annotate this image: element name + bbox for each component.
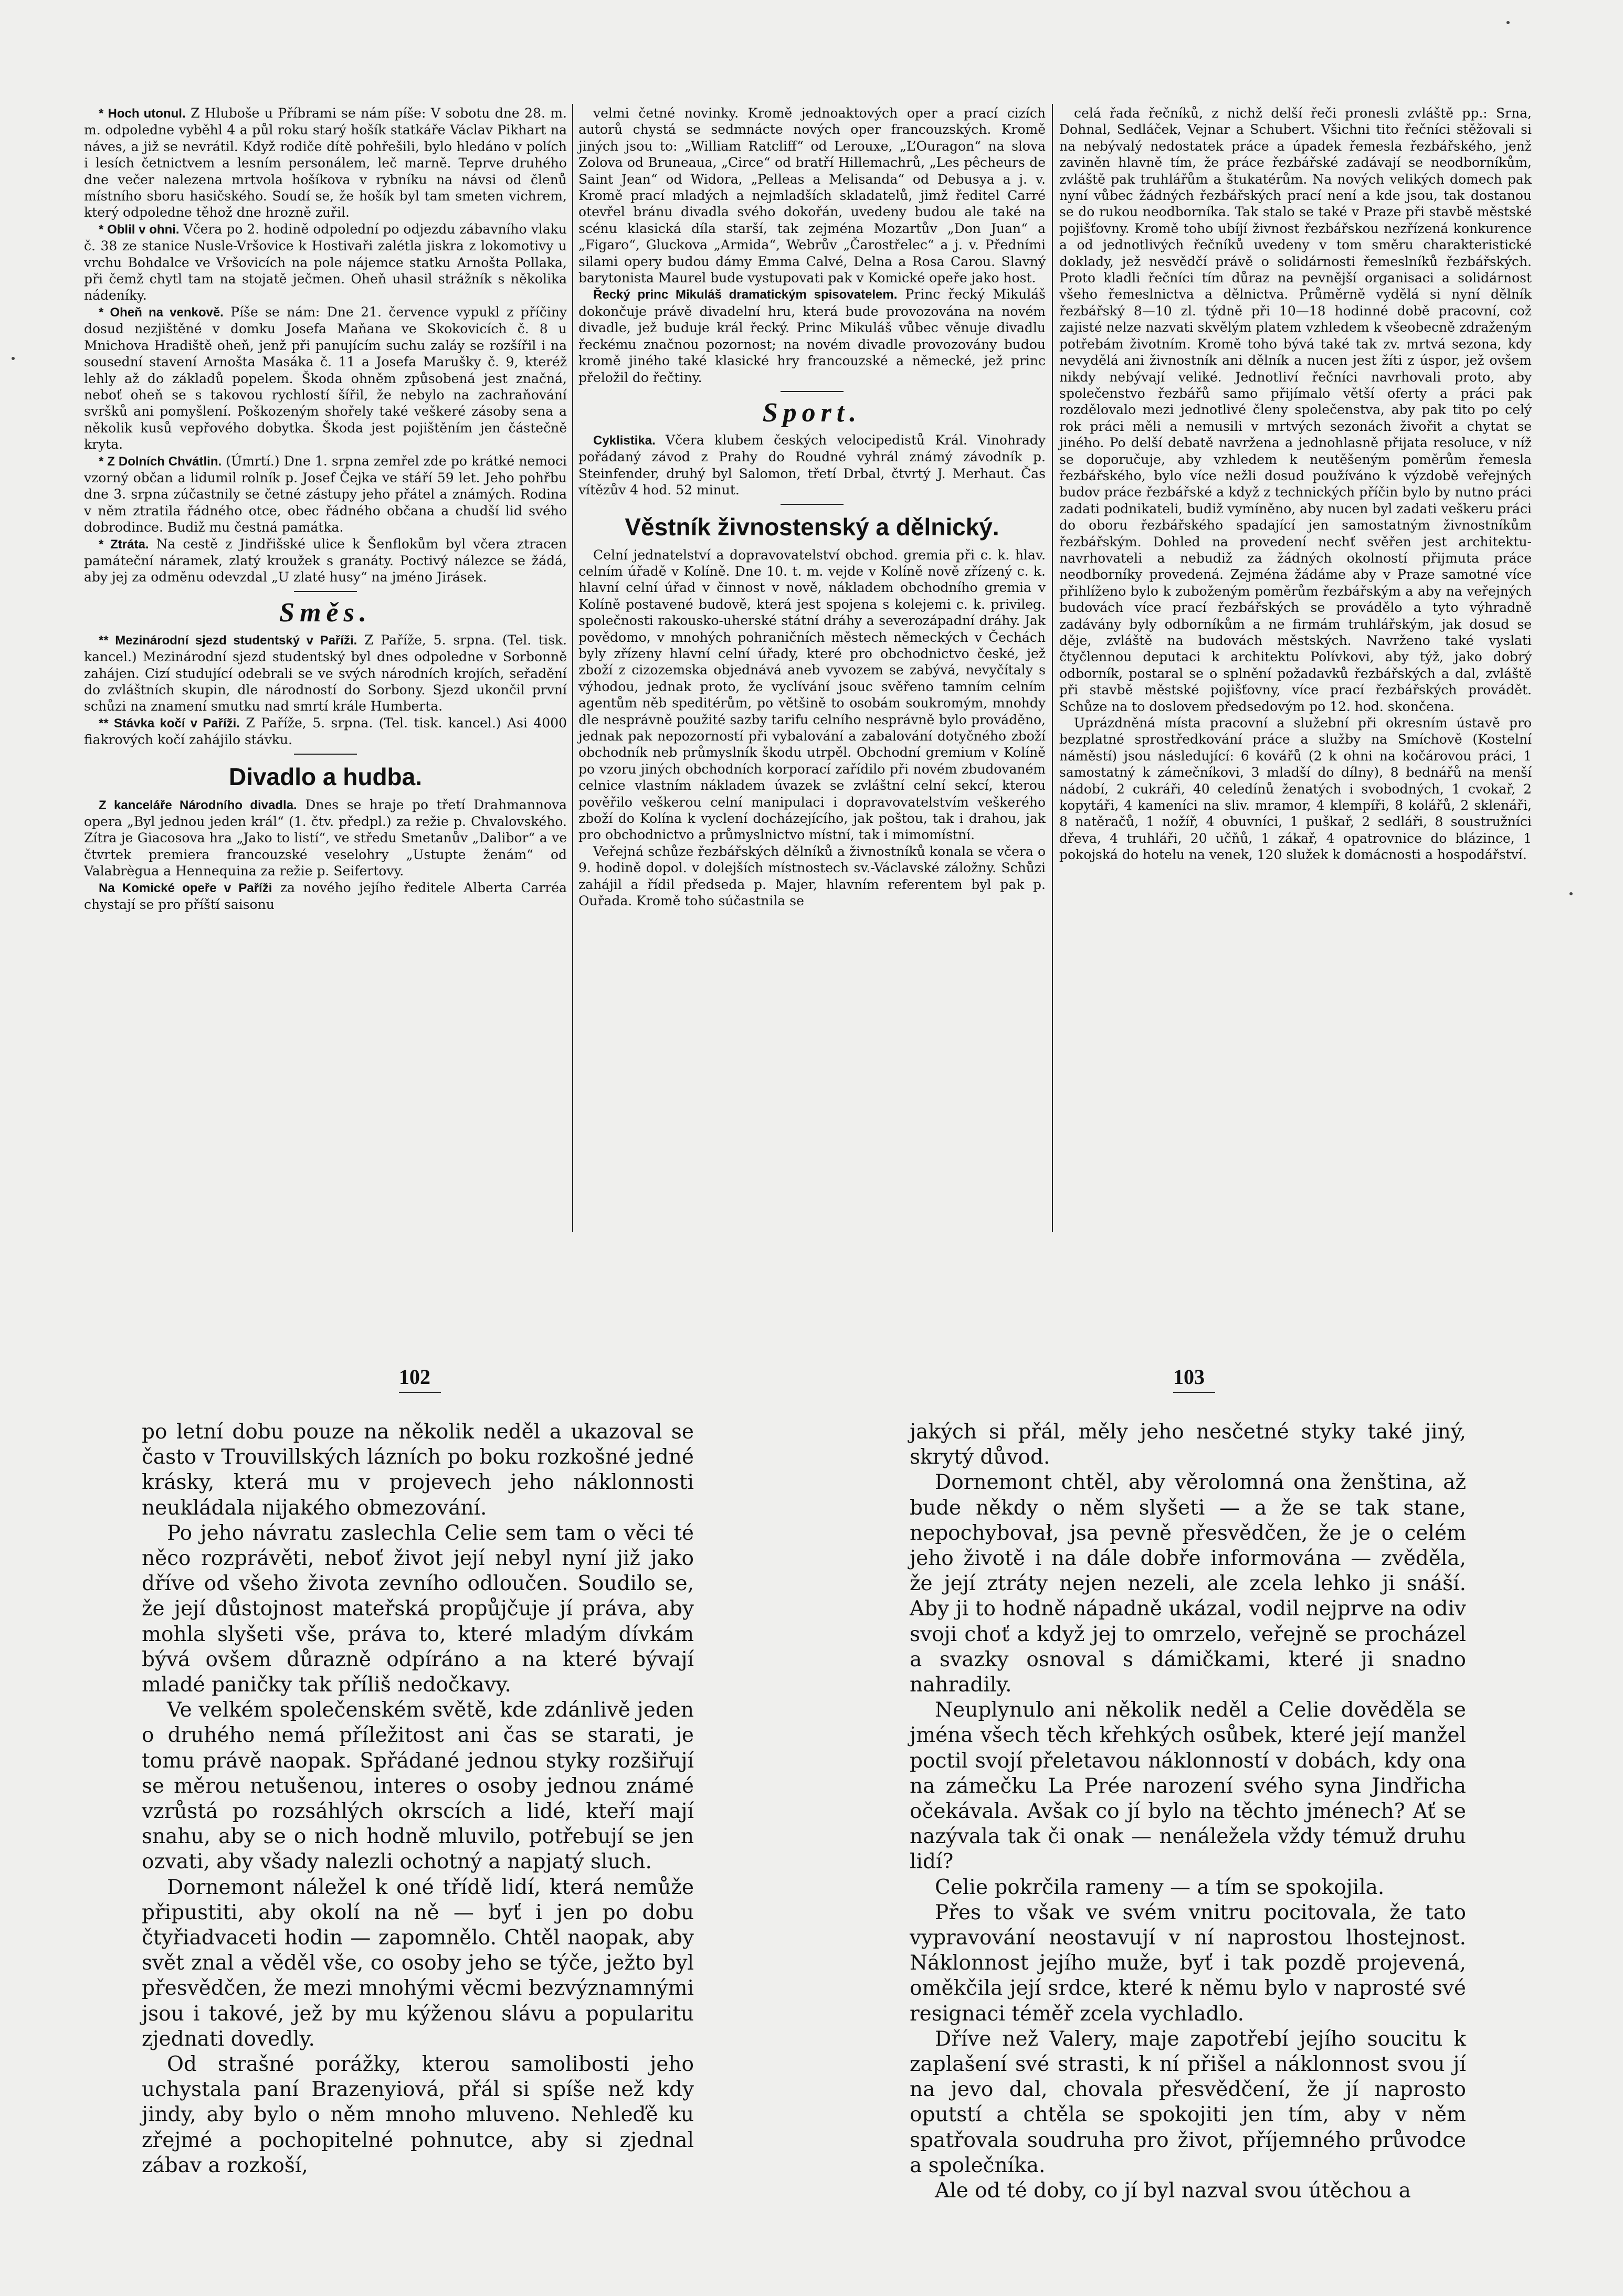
- article-paragraph: [1059, 105, 1532, 715]
- print-speck: [12, 357, 15, 360]
- article-heading: * Oblil v ohni.: [99, 222, 180, 237]
- article-text: (Úmrtí.) Dne 1. srpna zemřel zde po krátké nemoci vzorný občan a lidumil rolník p. Josef Čejka ve stáří 59 let. Jeho pohřbu dne 3. srpna zúčastnily se četné zástupy jeho přátel a známých. Rodina v něm ztratila řádného otce, obec řádného občana a chudší lid svého dobrodince. Budiž mu čestná památka.: [84, 453, 567, 535]
- novel-paragraph: Po jeho návratu zaslechla Celie sem tam o věci té něco rozprávěti, neboť život její nebyl nyní již jako dříve od všeho života zevního odloučen. Soudilo se, že její důstojnost mateřská propůjčuje jí práva, aby mohla slyšeti vše, práva to, které mladým dívkám bývá ovšem důrazně odpíráno a na které bývají mladé paničky tak příliš nedočkavy.: [142, 1521, 694, 1697]
- novel-paragraph: Přes to však ve svém vnitru pocitovala, že tato vypravování neostavují v ní naprostou lhostejnost. Náklonnost jejího muže, byť i tak pozdě projevená, oměkčila její srdce, které k němu bylo v naprosté své resignaci téměř zcela vychladlo.: [910, 1900, 1466, 2026]
- page-number-rule: [1173, 1392, 1215, 1393]
- novel-paragraph: Ale od té doby, co jí byl nazval svou útěchou a: [935, 2179, 1411, 2203]
- article-paragraph: [84, 632, 567, 715]
- article-text: velmi četné novinky. Kromě jednoaktových oper a prací cizích autorů chystá se sedmnácte nových oper francouzských. Kromě jiných jsou to: „William Ratcliff“ od Lerouxe, „L’Ouragon“ na slova Zolova od Bruneaua, „Circe“ od bratří Hillemachrů, „Les pêcheurs de Saint Jean“ od Widora, „Pelleas a Melisanda“ od Debusya a j. v. Kromě prací mladých a nejmladších skladatelů, jimž ředitel Carré otevřel bránu divadla svého dokořán, uvedeny budou ale také na scénu klasická díla starší, tak zejména Mozartův „Don Juan“ a „Figaro“, Gluckova „Armida“, Webrův „Čarostřelec“ a j. v. Předními silami opery budou dámy Emma Calvé, Delna a Rosa Carou. Slavný barytonista Maurel bude vystupovati pak v Komické opeře jako host.: [578, 105, 1046, 286]
- section-rule: [781, 391, 844, 392]
- article-text: Včera po 2. hodině odpolední po odjezdu zábavního vlaku č. 38 ze stanice Nusle-Vršovice k Hostivaři zalétla jiskra z lokomotivy u vrchu Bohdalce ve Vršovicích na pole nájemce statku Arnošta Pollaka, při čemž chytl tam na stojatě ječmen. Oheň uhasil strážník s několika nádeníky.: [84, 221, 567, 303]
- article-text: celá řada řečníků, z nichž delší řeči pronesli zvláště pp.: Srna, Dohnal, Sedláček, Vejnar a Schubert. Všichni tito řečníci stěžovali si na nebývalý nedostatek práce a úpadek řemesla řezbářského, jenž zaviněn hlavně tím, že práce řezbářské zadávají se neodborníkům, zvláště pak truhlářům a štukatérům. Na nových velikých domech pak nyní vůbec žádných řezbářských prací není a kde jsou, tak dostanou se do rukou neodborníka. Tak stalo se také v Praze při stavbě městské pojišťovny. Kromě toho ubíjí živnost řezbářskou nezřízená konkurence a od jednotlivých řečníků uvedeny v tom směru charakteristické doklady, jež nesvědčí právě o solidárnosti řemeslníků řezbářských. Proto kladli řečníci tím důraz na pevnější organisaci a solidárnost všeho řemeslnictva a dělnictva. Průměrně vydělá si nyní dělník řezbářský 8—10 zl. týdně při 10—18 hodinné době pracovní, což zajisté nelze nazvati skvělým platem vzhledem k všeobecně zdraženým potřebám životním. Kromě toho bývá také tak zv. mrtvá sezona, kdy nevydělá ani živnostník ani dělník a nucen jest žíti z úspor, jež ovšem nikdy nebývají veliké. Jednotliví řečníci navrhovali proto, aby společenstvo řezbářů samo přijímalo větší oferty a práci pak rozdělovalo mezi jednotlivé členy společenstva, aby pak tito po celý rok práci měli a nemusili v mrtvých sezonách živořit a chytat se jiného. Po delší debatě navržena a jednohlasně přijata resoluce, v níž se doporučuje, aby vzhledem k neutěšeným poměrům řemesla řezbářského, bylo více nežli dosud používáno k výzdobě veřejných budov práce řezbářské a když z technických příčin bylo by nutno práci zadati podnikateli, budiž vymíněno, aby nucen byl zadati veškeru práci do oboru řezbářského spadající jen samostatným živnostníkům řezbářským. Dohled na provedení nechť svěřen jest architektu-navrhovateli a nebudiž za žádných okolností přijmuta práce neodborníky provedená. Zejména žádáme aby v Praze samotné více přihlíženo bylo k zuboženým poměrům řezbářským a aby na veřejných budovách více prací řezbářských se provádělo a tyto výhradně zadávány byly odborníkům a ne firmám truhlářským, jak dosud se děje, zvláště na budovách městských. Navrženo také vyslati čtyčlennou deputaci k architektu Polívkovi, aby týž, jako dobrý odborník, postaral se o splnění požadavků řezbářských a dal, zvláště při stavbě městské pojišťovny, více prací řezbářských provádět. Schůze na to doslovem předsedovým po 12. hod. skončena.: [1059, 105, 1532, 714]
- article-paragraph: [84, 304, 567, 453]
- article-heading: ** Stávka kočí v Paříži.: [99, 716, 240, 731]
- article-text: Uprázdněná místa pracovní a služební při okresním ústavě pro bezplatné sprostředkování práce a služby na Smíchově (Kostelní náměstí) jsou následující: 6 kovářů (2 k ohni na kočárovou práci, 1 samostatný k zámečníkovi, 3 mladší do dílny), 8 bednářů na menší nádobí, 2 cukráři, 40 celedínů ženatých i svobodných, 1 cvokař, 2 kopytáři, 4 kameníci na sliv. mramor, 4 klempíři, 8 kolářů, 2 sklenáři, 8 natěračů, 1 nožíř, 4 obuvníci, 1 puškař, 2 sedláři, 8 soustružníci dřeva, 4 truhláři, 20 učňů, 1 zákař, 4 opatrovnice do blázince, 1 pokojská do hotelu na venek, 120 služek k domácnosti a hospodářství.: [1059, 715, 1532, 863]
- section-rule: [781, 504, 844, 505]
- print-speck: [1506, 21, 1510, 24]
- section-heading-smes: Směs.: [279, 597, 372, 628]
- novel-paragraph: Celie pokrčila rameny — a tím se spokojila.: [935, 1875, 1385, 1899]
- article-paragraph: [578, 432, 1046, 499]
- article-text: Celní jednatelství a dopravovatelství obchod. gremia při c. k. hlav. celním úřadě v Kolíně. Dne 10. t. m. vejde v Kolíně nově zřízený c. k. hlavní celní úřad v činnost v nově, nákladem obchodního gremia v Kolíně postavené budově, která jest spojena s kolejemi c. k. privileg. společnosti rakousko-uherské státní dráhy a severozápadní dráhy. Jak povědomo, v mnohých pohraničních městech německých v Čechách byly zřízeny hlavní celní úřady, které pro obchodnictvo české, jež zboží z cizozemska objednává aneb vyvozem se zabývá, nevyčítaly s výhodou, jednak proto, že vyclívání jsouc svěřeno tamním celním agentům něb speditérům, po většině to osobám soukromým, mnohdy dle nesprávně použité sazby tarifu celního nesprávně bylo prováděno, jednak pak nepozorností při vybalování a zabalování dotyčného zboží obchodník neb průmyslník škodu utrpěl. Obchodní gremium v Kolíně po vzoru jiných obchodních korporací zařídilo při novém zbudovaném celnice vlastním nákladem úvazek se zvláštní celní sekcí, kterou pověřilo veškerou celní manipulaci i dopravovatelstvím veškerého zboží do Kolína k vyclení docházejícího, jak poštou, tak i drahou, jak pro obchodnictvo a průmyslnictvo místní, tak i mimomístní.: [578, 547, 1046, 843]
- novel-paragraph: Ve velkém společenském světě, kde zdánlivě jeden o druhého nemá příležitost ani čas se starati, je tomu právě naopak. Spřádané jednou styky rozšiřují se měrou netušenou, interes o osoby jednou známé vzrůstá po rozsáhlých okrscích a lidé, kteří mají snahu, aby se o nich hodně mluvilo, potřebují se jen ozvati, aby všady nalezli ochotný a napjatý sluch.: [142, 1698, 694, 1874]
- article-heading: Řecký princ Mikuláš dramatickým spisovatelem.: [593, 288, 898, 302]
- article-text: Z Paříže, 5. srpna. (Tel. tisk. kancel.) Asi 4000 fiakrových kočí zahájilo stávku.: [84, 715, 567, 748]
- article-paragraph: [84, 797, 567, 880]
- article-paragraph: [84, 453, 567, 536]
- article-text: Dnes se hraje po třetí Drahmannova opera „Byl jednou jeden král“ (1. čtv. předpl.) za režie p. Chvalovského. Zítra je Giacosova hra „Jako to listí“, ve středu Smetanův „Dalibor“ a ve čtvrtek premiera francouzské veselohry „Ustupte ženám“ od Valabrègua a Hennequina za režie p. Seifertovy.: [84, 797, 567, 879]
- article-paragraph: [578, 843, 1046, 909]
- section-rule: [294, 754, 357, 755]
- article-text: Z Paříže, 5. srpna. (Tel. tisk. kancel.) Mezinárodní sjezd studentský byl dnes odpoledne v Sorbonně zahájen. Cizí studující odebrali se ve svých národních krojích, seřadění do zvláštních skupin, dle národností do Sorbony. Sjezd ukončil první schůzi na znamení smutku nad smrtí krále Humberta.: [84, 632, 567, 714]
- novel-paragraph: Dříve než Valery, maje zapotřebí jejího soucitu k zaplašení své strasti, k ní přišel a náklonnost svou jí na jevo dal, chovala přesvědčení, že jí naprosto oputstí a chtěla se spokojiti jen tím, aby v něm spatřovala soudruha pro život, příjemného průvodce a společníka.: [910, 2027, 1466, 2177]
- article-text: Na cestě z Jindřišské ulice k Šenflokům byl včera ztracen památeční náramek, zlatý kroužek s granáty. Poctivý nálezce se žádá, aby jej za odměnu odevzdal „U zlaté husy“ na jméno Jirásek.: [84, 536, 567, 585]
- novel-paragraph: Od strašné porážky, kterou samolibosti jeho uchystala paní Brazenyiová, přál si spíše než kdy jindy, aby bylo o něm mnoho mluveno. Nehleďě ku zřejmé a pochopitelné pohnutce, aby si zjednal zábav a rozkoší,: [142, 2052, 694, 2177]
- article-heading: * Hoch utonul.: [99, 107, 186, 121]
- article-paragraph: [1059, 715, 1532, 863]
- novel-paragraph: jakých si přál, měly jeho nesčetné styky také jiný, skrytý důvod.: [910, 1420, 1466, 1469]
- article-text: Včera klubem českých velocipedistů Král. Vinohrady pořádaný závod z Prahy do Roudné vyhrál známý závodník p. Steinfender, druhý byl Salomon, třetí Drbal, čtvrtý J. Merhaut. Čas vítězův 4 hod. 52 minut.: [578, 432, 1046, 498]
- novel-paragraph: po letní dobu pouze na několik neděl a ukazoval se často v Trouvillských lázních po boku rozkošné jedné krásky, která mu v projevech jeho náklonnosti neukládala nijakého obmezování.: [142, 1420, 694, 1520]
- novel-paragraph: Dornemont náležel k oné třídě lidí, která nemůže připustiti, aby okolí na ně — byť i jen po dobu čtyřiadvaceti hodin — zapomnělo. Chtěl naopak, aby svět znal a věděl vše, co osoby jeho se týče, ježto byl přesvědčen, že mezi mnohými věcmi bezvýznamnými jsou i takové, jež by mu kýženou slávu a popularitu zjednati dovedly.: [142, 1875, 694, 2051]
- page-number-left: 102: [399, 1365, 430, 1389]
- page-number-right: 103: [1173, 1365, 1205, 1389]
- article-paragraph: [84, 105, 567, 221]
- article-text: za nového jejího ředitele Alberta Carréa chystají se pro příští saisonu: [84, 880, 567, 913]
- article-heading: ** Mezinárodní sjezd studentský v Paříži.: [99, 633, 357, 648]
- section-heading-sport: Sport.: [762, 397, 862, 428]
- article-paragraph: [84, 536, 567, 586]
- article-text: Z Hluboše u Příbrami se nám píše: V sobotu dne 28. m. m. odpoledne vyběhl 4 a půl roku starý hošík statkáře Václav Pikhart na náves, a již se nevrátil. Když rodiče dítě pohřešili, bylo hledáno v polích i lesích četnictvem a lesním personálem, leč marně. Teprve druhého dne večer nalezena mrtvola hošíkova v rybníku na návsi od členů místního sboru hasičského. Soudí se, že hošík byl tam smeten vichrem, který odpoledne těhož dne hrozně zuřil.: [84, 105, 567, 220]
- article-heading: * Ztráta.: [99, 537, 149, 552]
- print-speck: [1569, 892, 1573, 895]
- column-3: [1059, 105, 1532, 863]
- section-heading-vestnik: Věstník živnostenský a dělnický.: [625, 513, 999, 541]
- article-paragraph: [578, 105, 1046, 286]
- page-number-rule: [399, 1392, 441, 1393]
- novel-paragraph: Neuplynulo ani několik neděl a Celie dověděla se jména všech těch křehkých osůbek, které její manžel poctil svojí přeletavou náklonností v dobách, kdy ona na zámečku La Prée narození svého syna Jindřicha očekávala. Avšak co jí bylo na těchto jménech? Ať se nazývala tak či onak — nenáležela vždy témuž druhu lidí?: [910, 1698, 1466, 1874]
- section-rule: [294, 591, 357, 592]
- article-paragraph: [578, 286, 1046, 385]
- column-2: [578, 105, 1046, 909]
- article-heading: * Z Dolních Chvátlin.: [99, 454, 222, 469]
- novel-paragraph: Dornemont chtěl, aby věrolomná ona ženština, až bude někdy o něm slyšeti — a že se tak stane, nepochybovał, jsa pevně přesvědčen, že je o celém jeho životě i na dále dobře informována — zvěděla, že její ztráty nejen nezeli, ale zcela lehko ji snáší. Aby ji to hodně nápadně ukázal, vodil nejprve na odiv svoji choť a když jej to omrzelo, veřejně se procházel a svazky osnoval s dámičkami, které ji snadno nahradily.: [910, 1470, 1466, 1697]
- article-heading: Cyklistika.: [593, 433, 656, 448]
- novel-left-page: [142, 1420, 694, 2178]
- article-text: Veřejná schůze řezbářských dělníků a živnostníků konala se včera o 9. hodině dopol. v dolejších místnostech sv.-Václavské záložny. Schůzi zahájil a řídil předseda p. Majer, hlavním referentem byl pak p. Ouřada. Kromě toho súčastnila se: [578, 843, 1046, 909]
- column-1: [84, 105, 567, 913]
- column-divider: [572, 104, 573, 1232]
- article-paragraph: [578, 547, 1046, 843]
- article-paragraph: [84, 880, 567, 913]
- article-paragraph: [84, 715, 567, 748]
- article-text: Princ řecký Mikuláš dokončuje právě divadelní hru, která bude provozována na novém divadle, jež buduje král řecký. Princ Mikuláš vůbec věnuje divadlu řeckému značnou pozornost; na novém divadle provozovány budou kromě jiného také klasické hry francouzské a německé, jež princ přeložil do řečtiny.: [578, 287, 1046, 385]
- article-heading: Na Komické opeře v Paříži: [99, 881, 272, 895]
- article-heading: * Oheň na venkově.: [99, 305, 224, 320]
- section-heading-divadlo: Divadlo a hudba.: [228, 763, 423, 790]
- novel-right-page: [910, 1420, 1466, 2204]
- article-text: Píše se nám: Dne 21. července vypukl z příčiny dosud nezjištěné v domku Josefa Maňana ve Skokovicích č. 8 u Mnichova Hradiště oheň, jenž při panujícím suchu zaláy se rozšířil i na sousední stavení Arnošta Masáka č. 11 a Josefa Marušky č. 9, kteréž lehly až do základů popelem. Škoda ohněm způsobená jest značná, neboť oheň se s takovou rychlostí šířil, že nebylo na zachraňování svršků ani pomyšlení. Poškozeným shořely také veškeré zásoby sena a několik kusů vepřového dobytka. Škoda jest pojištěním jen částečně kryta.: [84, 304, 567, 452]
- column-divider: [1052, 104, 1053, 1232]
- article-paragraph: [84, 221, 567, 304]
- article-heading: Z kanceláře Národního divadla.: [99, 798, 297, 812]
